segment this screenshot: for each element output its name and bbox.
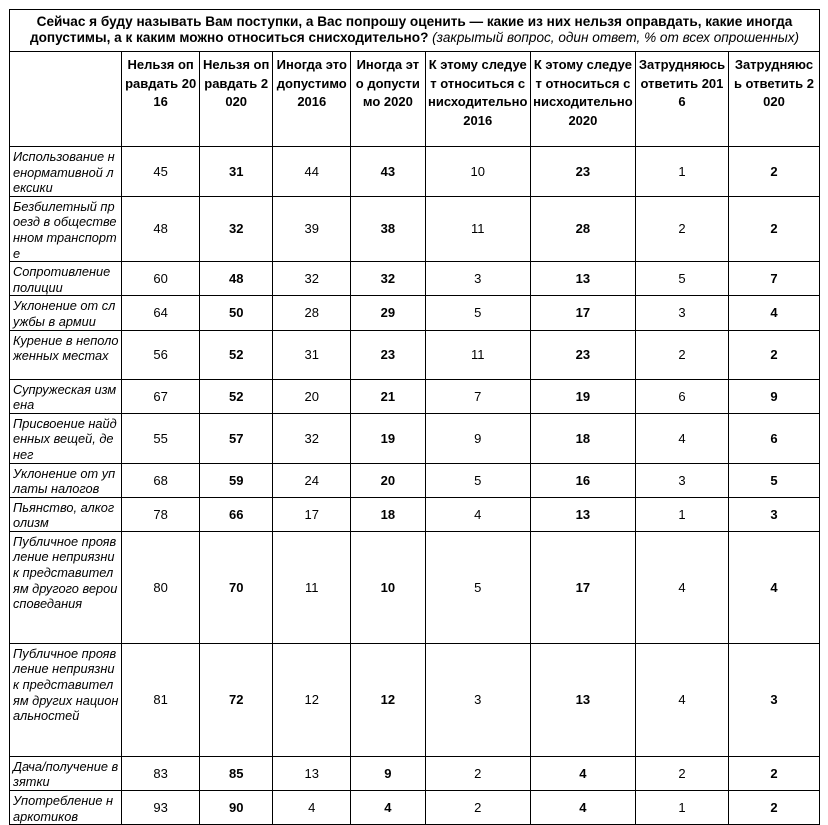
- value-cell: 23: [530, 147, 635, 197]
- value-cell: 93: [122, 791, 200, 825]
- table-row: [10, 296, 820, 330]
- header-corner: [10, 52, 122, 147]
- value-cell: 3: [425, 262, 530, 296]
- value-cell: 2: [636, 330, 729, 379]
- value-cell: 3: [425, 643, 530, 756]
- value-cell: 52: [199, 379, 273, 413]
- value-cell: 44: [273, 147, 351, 197]
- value-cell: 4: [425, 497, 530, 531]
- value-cell: 80: [122, 531, 200, 643]
- value-cell: 48: [199, 262, 273, 296]
- row-label: Уклонение от службы в армии: [10, 296, 122, 330]
- row-label: Курение в неположенных местах: [10, 330, 122, 379]
- value-cell: 7: [728, 262, 819, 296]
- table-title: [10, 10, 820, 52]
- row-label: Безбилетный проезд в общественном транспорте: [10, 196, 122, 261]
- value-cell: 17: [530, 531, 635, 643]
- value-cell: 83: [122, 756, 200, 790]
- value-cell: 4: [728, 296, 819, 330]
- row-label: Сопротивление полиции: [10, 262, 122, 296]
- value-cell: 45: [122, 147, 200, 197]
- value-cell: 3: [728, 497, 819, 531]
- value-cell: 5: [425, 296, 530, 330]
- value-cell: 2: [728, 330, 819, 379]
- value-cell: 29: [351, 296, 426, 330]
- value-cell: 4: [728, 531, 819, 643]
- value-cell: 48: [122, 196, 200, 261]
- value-cell: 16: [530, 463, 635, 497]
- row-label: Употребление наркотиков: [10, 791, 122, 825]
- column-header: Нельзя оправдать 2020: [199, 52, 273, 147]
- value-cell: 21: [351, 379, 426, 413]
- value-cell: 1: [636, 147, 729, 197]
- value-cell: 57: [199, 413, 273, 463]
- row-label: Пьянство, алкоголизм: [10, 497, 122, 531]
- value-cell: 18: [351, 497, 426, 531]
- table-row: [10, 463, 820, 497]
- column-header: Иногда это допустимо 2020: [351, 52, 426, 147]
- row-label: Использование ненормативной лексики: [10, 147, 122, 197]
- value-cell: 52: [199, 330, 273, 379]
- value-cell: 3: [636, 296, 729, 330]
- column-header: К этому следует относиться снисходительно 2016: [425, 52, 530, 147]
- value-cell: 1: [636, 497, 729, 531]
- row-label: Публичное проявление неприязни к представителям других национальностей: [10, 643, 122, 756]
- value-cell: 9: [728, 379, 819, 413]
- value-cell: 59: [199, 463, 273, 497]
- value-cell: 18: [530, 413, 635, 463]
- header-row: [10, 52, 820, 147]
- value-cell: 9: [351, 756, 426, 790]
- value-cell: 23: [530, 330, 635, 379]
- column-header: Затрудняюсь ответить 2016: [636, 52, 729, 147]
- value-cell: 13: [530, 497, 635, 531]
- value-cell: 2: [636, 756, 729, 790]
- value-cell: 50: [199, 296, 273, 330]
- value-cell: 90: [199, 791, 273, 825]
- value-cell: 2: [728, 196, 819, 261]
- value-cell: 68: [122, 463, 200, 497]
- table-row: [10, 262, 820, 296]
- value-cell: 19: [351, 413, 426, 463]
- value-cell: 4: [530, 756, 635, 790]
- table-row: [10, 196, 820, 261]
- value-cell: 13: [530, 643, 635, 756]
- value-cell: 31: [273, 330, 351, 379]
- table-row: [10, 791, 820, 825]
- survey-table: [9, 9, 820, 825]
- value-cell: 10: [351, 531, 426, 643]
- value-cell: 5: [636, 262, 729, 296]
- value-cell: 2: [728, 147, 819, 197]
- value-cell: 28: [530, 196, 635, 261]
- value-cell: 20: [351, 463, 426, 497]
- value-cell: 13: [273, 756, 351, 790]
- value-cell: 4: [636, 643, 729, 756]
- value-cell: 17: [273, 497, 351, 531]
- table-row: [10, 379, 820, 413]
- value-cell: 60: [122, 262, 200, 296]
- column-header: Затрудняюсь ответить 2020: [728, 52, 819, 147]
- row-label: Дача/получение взятки: [10, 756, 122, 790]
- table-row: [10, 497, 820, 531]
- value-cell: 12: [273, 643, 351, 756]
- value-cell: 5: [728, 463, 819, 497]
- value-cell: 55: [122, 413, 200, 463]
- value-cell: 2: [425, 791, 530, 825]
- value-cell: 13: [530, 262, 635, 296]
- value-cell: 4: [273, 791, 351, 825]
- value-cell: 5: [425, 531, 530, 643]
- row-label: Супружеская измена: [10, 379, 122, 413]
- value-cell: 19: [530, 379, 635, 413]
- value-cell: 72: [199, 643, 273, 756]
- value-cell: 67: [122, 379, 200, 413]
- value-cell: 38: [351, 196, 426, 261]
- value-cell: 43: [351, 147, 426, 197]
- value-cell: 2: [728, 756, 819, 790]
- value-cell: 2: [636, 196, 729, 261]
- title-note: (закрытый вопрос, один ответ, % от всех опрошенных): [432, 30, 800, 45]
- value-cell: 3: [728, 643, 819, 756]
- value-cell: 4: [530, 791, 635, 825]
- value-cell: 11: [425, 196, 530, 261]
- value-cell: 10: [425, 147, 530, 197]
- value-cell: 32: [273, 413, 351, 463]
- value-cell: 4: [636, 531, 729, 643]
- column-header: К этому следует относиться снисходительно 2020: [530, 52, 635, 147]
- value-cell: 85: [199, 756, 273, 790]
- table-row: [10, 147, 820, 197]
- value-cell: 32: [273, 262, 351, 296]
- value-cell: 23: [351, 330, 426, 379]
- value-cell: 4: [351, 791, 426, 825]
- value-cell: 6: [636, 379, 729, 413]
- value-cell: 39: [273, 196, 351, 261]
- column-header: Нельзя оправдать 2016: [122, 52, 200, 147]
- value-cell: 11: [273, 531, 351, 643]
- survey-table-container: [9, 9, 820, 825]
- value-cell: 11: [425, 330, 530, 379]
- table-row: [10, 756, 820, 790]
- table-row: [10, 330, 820, 379]
- row-label: Публичное проявление неприязни к представителям другого вероисповедания: [10, 531, 122, 643]
- value-cell: 6: [728, 413, 819, 463]
- value-cell: 31: [199, 147, 273, 197]
- value-cell: 28: [273, 296, 351, 330]
- table-row: [10, 643, 820, 756]
- value-cell: 4: [636, 413, 729, 463]
- value-cell: 32: [351, 262, 426, 296]
- value-cell: 20: [273, 379, 351, 413]
- table-row: [10, 531, 820, 643]
- value-cell: 56: [122, 330, 200, 379]
- value-cell: 78: [122, 497, 200, 531]
- value-cell: 2: [728, 791, 819, 825]
- value-cell: 9: [425, 413, 530, 463]
- value-cell: 3: [636, 463, 729, 497]
- value-cell: 12: [351, 643, 426, 756]
- value-cell: 70: [199, 531, 273, 643]
- value-cell: 7: [425, 379, 530, 413]
- value-cell: 32: [199, 196, 273, 261]
- column-header: Иногда это допустимо 2016: [273, 52, 351, 147]
- row-label: Присвоение найденных вещей, денег: [10, 413, 122, 463]
- value-cell: 66: [199, 497, 273, 531]
- value-cell: 5: [425, 463, 530, 497]
- row-label: Уклонение от уплаты налогов: [10, 463, 122, 497]
- title-question: Сейчас я буду называть Вам поступки, а Вас попрошу оценить — какие из них нельзя оправдать, какие иногда допустимы, а к каким можно относиться снисходительно?: [29, 14, 793, 45]
- value-cell: 24: [273, 463, 351, 497]
- table-row: [10, 413, 820, 463]
- value-cell: 64: [122, 296, 200, 330]
- value-cell: 17: [530, 296, 635, 330]
- title-row: [10, 10, 820, 52]
- value-cell: 2: [425, 756, 530, 790]
- value-cell: 81: [122, 643, 200, 756]
- value-cell: 1: [636, 791, 729, 825]
